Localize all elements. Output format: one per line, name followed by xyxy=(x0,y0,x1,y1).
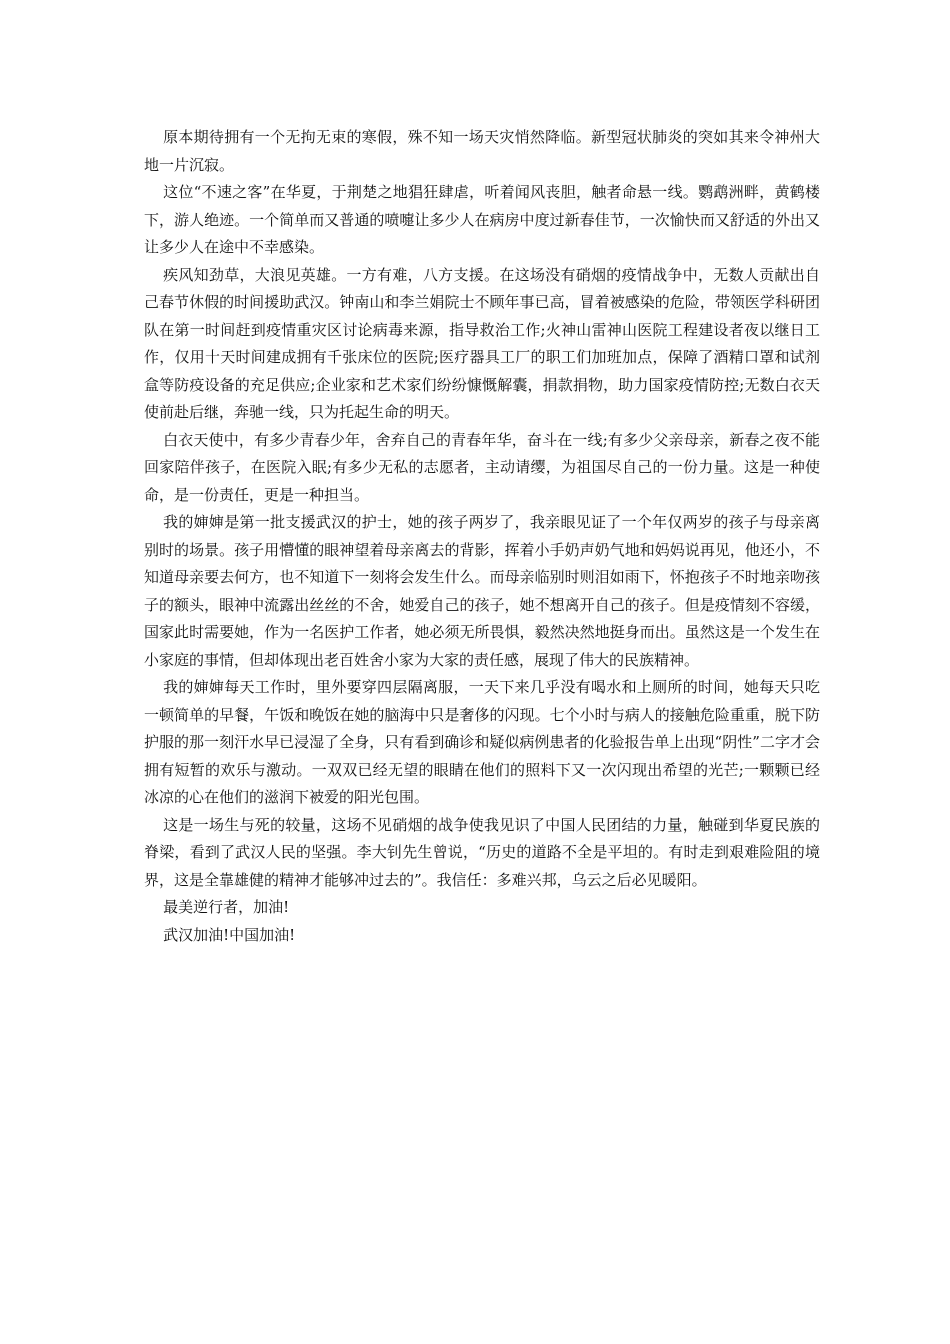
paragraph: 这位“不速之客”在华夏，于荆楚之地猖狂肆虐，听着闻风丧胆，触者命悬一线。鹦鹉洲畔，黄鹤楼下，游人绝迹。一个简单而又普通的喷嚏让多少人在病房中度过新春佳节，一次愉快而又舒适的外出又让多少人在途中不幸感染。 xyxy=(144,183,820,256)
document-body xyxy=(144,124,820,949)
paragraph: 原本期待拥有一个无拘无束的寒假，殊不知一场天灾悄然降临。新型冠状肺炎的突如其来令神州大地一片沉寂。 xyxy=(144,128,820,174)
paragraph: 我的婶婶是第一批支援武汉的护士，她的孩子两岁了，我亲眼见证了一个年仅两岁的孩子与母亲离别时的场景。孩子用懵懂的眼神望着母亲离去的背影，挥着小手奶声奶气地和妈妈说再见，他还小，不知道母亲要去何方，也不知道下一刻将会发生什么。而母亲临别时则泪如雨下，怀抱孩子不时地亲吻孩子的额头，眼神中流露出丝丝的不舍，她爱自己的孩子，她不想离开自己的孩子。但是疫情刻不容缓，国家此时需要她，作为一名医护工作者，她必须无所畏惧，毅然决然地挺身而出。虽然这是一个发生在小家庭的事情，但却体现出老百姓舍小家为大家的责任感，展现了伟大的民族精神。 xyxy=(144,513,820,669)
closing-line: 武汉加油!中国加油! xyxy=(163,925,296,944)
paragraph: 我的婶婶每天工作时，里外要穿四层隔离服，一天下来几乎没有喝水和上厕所的时间，她每天只吃一顿简单的早餐，午饭和晚饭在她的脑海中只是奢侈的闪现。七个小时与病人的接触危险重重，脱下防护服的那一刻汗水早已浸湿了全身，只有看到确诊和疑似病例患者的化验报告单上出现“阴性”二字才会拥有短暂的欢乐与激动。一双双已经无望的眼睛在他们的照料下又一次闪现出希望的光芒;一颗颗已经冰凉的心在他们的滋润下被爱的阳光包围。 xyxy=(144,678,820,806)
paragraph: 疾风知劲草，大浪见英雄。一方有难，八方支援。在这场没有硝烟的疫情战争中，无数人贡献出自己春节休假的时间援助武汉。钟南山和李兰娟院士不顾年事已高，冒着被感染的危险，带领医学科研团队在第一时间赶到疫情重灾区讨论病毒来源，指导救治工作;火神山雷神山医院工程建设者夜以继日工作，仅用十天时间建成拥有千张床位的医院;医疗器具工厂的职工们加班加点，保障了酒精口罩和试剂盒等防疫设备的充足供应;企业家和艺术家们纷纷慷慨解囊，捐款捐物，助力国家疫情防控;无数白衣天使前赴后继，奔驰一线，只为托起生命的明天。 xyxy=(144,265,820,421)
paragraph: 白衣天使中，有多少青春少年，舍弃自己的青春年华，奋斗在一线;有多少父亲母亲，新春之夜不能回家陪伴孩子，在医院入眠;有多少无私的志愿者，主动请缨，为祖国尽自己的一份力量。这是一种使命，是一份责任，更是一种担当。 xyxy=(144,430,820,504)
paragraph: 这是一场生与死的较量，这场不见硝烟的战争使我见识了中国人民团结的力量，触碰到华夏民族的脊梁，看到了武汉人民的坚强。李大钊先生曾说，“历史的道路不全是平坦的。有时走到艰难险阻的境界，这是全靠雄健的精神才能够冲过去的”。我信任：多难兴邦，乌云之后必见暖阳。 xyxy=(144,815,820,889)
closing-line: 最美逆行者，加油! xyxy=(163,898,290,916)
